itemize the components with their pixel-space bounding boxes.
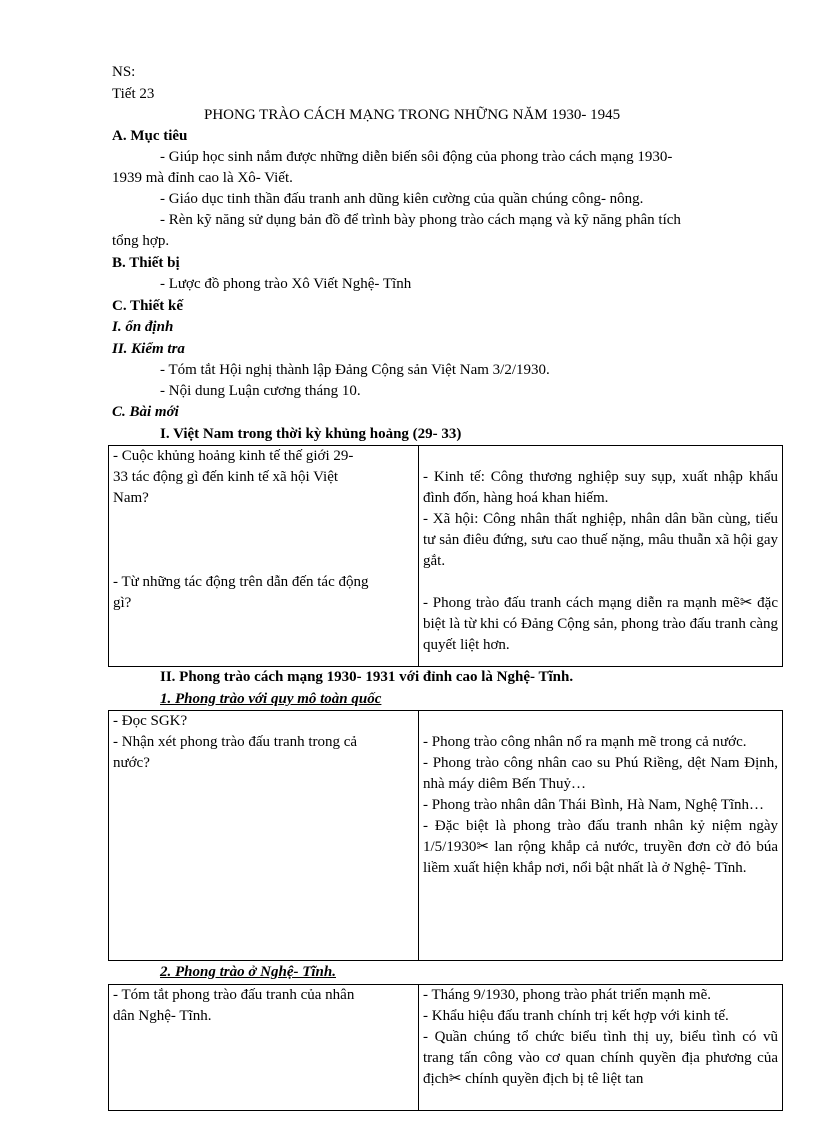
answer-cell <box>419 446 783 667</box>
answer-paragraph: - Khẩu hiệu đấu tranh chính trị kết hợp với kinh tế. <box>423 1008 729 1024</box>
answer-cell <box>419 985 783 1111</box>
table-nghe-tinh <box>108 984 783 1111</box>
table-nationwide <box>108 710 783 961</box>
question-cell <box>109 446 419 667</box>
question-line: - Đọc SGK? <box>113 713 188 729</box>
sub2-heading: 2. Phong trào ở Nghệ- Tĩnh. <box>160 964 336 980</box>
table-crisis <box>108 445 783 667</box>
answer-paragraph: - Quần chúng tổ chức biểu tình thị uy, biểu tình có vũ trang tấn công vào cơ quan chính quyền địa phương của địch✂ chính quyền địch bị tê liệt tan <box>423 1029 778 1087</box>
answer-paragraph: - Phong trào nhân dân Thái Bình, Hà Nam, Nghệ Tĩnh… <box>423 797 765 813</box>
question-cell <box>109 985 419 1111</box>
lesson-number: Tiết 23 <box>112 86 155 102</box>
objective-line: - Rèn kỹ năng sử dụng bản đồ để trình bày phong trào cách mạng và kỹ năng phân tích <box>160 212 681 228</box>
check-item: - Nội dung Luận cương tháng 10. <box>160 383 361 399</box>
check-item: - Tóm tắt Hội nghị thành lập Đảng Cộng sản Việt Nam 3/2/1930. <box>160 362 550 378</box>
ns-label: NS: <box>112 64 136 80</box>
answer-paragraph: - Phong trào đấu tranh cách mạng diễn ra mạnh mẽ✂ đặc biệt là từ khi có Đảng Cộng sản, phong trào đấu tranh càng quyết liệt hơn. <box>423 595 778 653</box>
equipment-item: - Lược đồ phong trào Xô Viết Nghệ- Tĩnh <box>160 276 412 292</box>
answer-paragraph: - Đặc biệt là phong trào đấu tranh nhân kỷ niệm ngày 1/5/1930✂ lan rộng khắp cả nước, truyền đơn cờ đỏ búa liềm xuất hiện khắp nơi, nổi bật nhất là ở Nghệ- Tĩnh. <box>423 818 778 876</box>
answer-cell <box>419 711 783 961</box>
question-line: gì? <box>113 595 132 611</box>
question-line: 33 tác động gì đến kinh tế xã hội Việt <box>113 469 339 485</box>
objective-line: tổng hợp. <box>112 233 170 249</box>
answer-paragraph: - Tháng 9/1930, phong trào phát triển mạnh mẽ. <box>423 987 711 1003</box>
question-line: nước? <box>113 755 150 771</box>
on-dinh-heading: I. ổn định <box>112 319 174 335</box>
question-line: - Tóm tắt phong trào đấu tranh của nhân <box>113 987 355 1003</box>
objective-line: - Giáo dục tinh thần đấu tranh anh dũng kiên cường của quần chúng công- nông. <box>160 191 644 207</box>
question-line: dân Nghệ- Tĩnh. <box>113 1008 212 1024</box>
question-line: - Cuộc khủng hoảng kinh tế thế giới 29- <box>113 448 354 464</box>
section-a-heading: A. Mục tiêu <box>112 128 188 144</box>
answer-paragraph: - Kinh tế: Công thương nghiệp suy sụp, xuất nhập khẩu đình đốn, hàng hoá khan hiếm. <box>423 469 778 506</box>
section-c-heading: C. Thiết kế <box>112 298 183 314</box>
part2-heading: II. Phong trào cách mạng 1930- 1931 với đỉnh cao là Nghệ- Tĩnh. <box>160 669 574 685</box>
section-b-heading: B. Thiết bị <box>112 255 180 271</box>
page-title: PHONG TRÀO CÁCH MẠNG TRONG NHỮNG NĂM 1930- 1945 <box>204 107 621 123</box>
question-line: Nam? <box>113 490 149 506</box>
answer-paragraph: - Phong trào công nhân nổ ra mạnh mẽ trong cả nước. <box>423 734 747 750</box>
kiem-tra-heading: II. Kiểm tra <box>112 341 185 357</box>
part1-heading: I. Việt Nam trong thời kỳ khủng hoảng (29- 33) <box>160 426 462 442</box>
question-cell <box>109 711 419 961</box>
question-line: - Nhận xét phong trào đấu tranh trong cả <box>113 734 358 750</box>
sub1-heading: 1. Phong trào với quy mô toàn quốc <box>160 691 382 707</box>
answer-paragraph: - Xã hội: Công nhân thất nghiệp, nhân dân bần cùng, tiểu tư sản điêu đứng, sưu cao thuế nặng, mâu thuẫn xã hội gay gắt. <box>423 511 778 569</box>
answer-paragraph: - Phong trào công nhân cao su Phú Riềng, dệt Nam Định, nhà máy diêm Bến Thuỷ… <box>423 755 778 792</box>
bai-moi-heading: C. Bài mới <box>112 404 179 420</box>
objective-line: - Giúp học sinh nắm được những diễn biến sôi động của phong trào cách mạng 1930- <box>160 149 673 165</box>
question-line: - Từ những tác động trên dẫn đến tác động <box>113 574 369 590</box>
objective-line: 1939 mà đỉnh cao là Xô- Viết. <box>112 170 293 186</box>
